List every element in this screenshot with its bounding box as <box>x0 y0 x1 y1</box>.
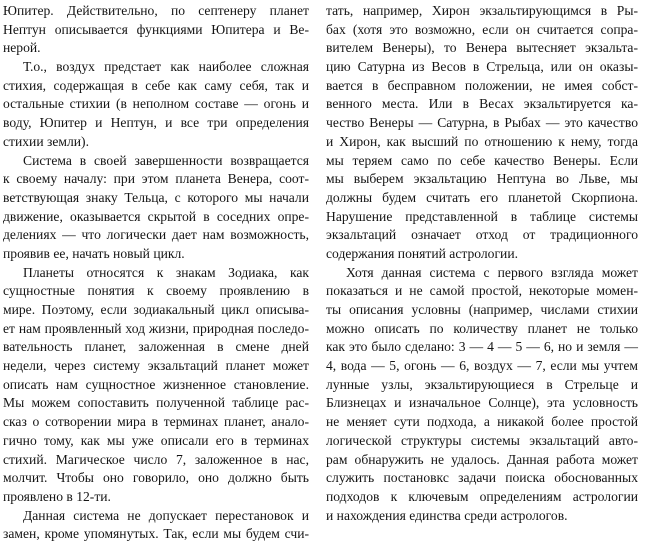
text-line: делениях — что логически дает нам возможность, <box>3 227 309 243</box>
text-line: Близнецах и изначальное Солнце), эта условность <box>326 395 638 411</box>
text-line: бах (хотя это возможно, если он считается сопра- <box>326 21 638 37</box>
text-line: к своему началу: при этом планета Венера, соот- <box>3 171 309 187</box>
text-line: сущностные понятия к своему проявлению в <box>3 283 309 299</box>
text-line: подходов к ключевым определениям астрологии <box>326 488 638 504</box>
text-line: сказ о сотворении мира в терминах планет, анало- <box>3 414 309 430</box>
text-line: тать, например, Хирон экзальтирующимся в Ры- <box>326 3 638 18</box>
paragraph-first-line: Т.о., воздух предстает как наиболее сложная <box>23 59 309 75</box>
text-line: недели, через систему экзальтаций планет может <box>3 358 309 374</box>
text-line: лунные узлы, экзальтирующиеся в Стрельце и <box>326 376 638 392</box>
text-line: ты описания условны (например, числами стихии <box>326 302 638 317</box>
left-column <box>3 2 309 544</box>
paragraph-first-line: Хотя данная система с первого взгляда может <box>346 264 638 280</box>
text-line: проявив ее, начать новый цикл. <box>3 245 185 261</box>
text-line: ет нам проявленный ход жизни, природная последо- <box>3 320 309 336</box>
text-line: чество Венеры — Сатурна, в Рыбах — это качество <box>326 115 638 131</box>
text-line: мире. Поэтому, если зодиакальный цикл описыва- <box>3 302 309 317</box>
text-line: мы теряем само по себе качество Венеры. Если <box>326 152 638 168</box>
text-line: и нахождения единства среди астрологов. <box>326 507 568 523</box>
text-line: описать нам сущностное жизненное становление. <box>3 376 309 392</box>
text-line: не меняет сути подхода, а никакой более простой <box>326 414 638 430</box>
text-line: логической структуры системы экзальтаций авто- <box>326 432 638 448</box>
text-line: Мы можем сопоставить полученной таблице рас- <box>3 395 309 411</box>
text-line: цию Сатурна из Весов в Стрельца, или он оказы- <box>326 59 638 75</box>
paragraph-first-line: Планеты относятся к знакам Зодиака, как <box>23 264 309 280</box>
text-line: ветствующая знаку Тельца, с которого мы начали <box>3 189 309 205</box>
text-line: и Хирон, как высший по отношению к нему, тогда <box>326 133 638 149</box>
text-line: остальные стихии (в неполном составе — огонь и <box>3 96 309 112</box>
text-line: вательность планет, заложенная в смене дней <box>3 339 309 355</box>
text-line: Юпитер. Действительно, по септенеру планет <box>3 3 309 18</box>
text-line: мы выберем экзальтацию Нептуна во Льве, мы <box>326 171 638 187</box>
text-line: проявлено в 12-ти. <box>3 488 111 504</box>
text-line: экзальтаций означает отход от традиционного <box>326 227 638 243</box>
text-line: как это было сделано: 3 — 4 — 5 — 6, но и земля — <box>326 339 638 355</box>
text-line: молчит. Чтобы оно говорило, оно должно быть <box>3 470 309 486</box>
text-line: показаться и не самой простой, некоторые момен- <box>326 283 638 299</box>
right-column <box>326 2 638 525</box>
text-line: венного места. Или в Весах экзальтируется ка- <box>326 96 638 112</box>
paragraph-first-line: Данная система не допускает перестановок и <box>23 507 309 523</box>
text-line: вителем Венеры), то Венера вытесняет экзальта- <box>326 40 638 56</box>
text-line: стихия, содержащая в себе как саму себя, так и <box>3 77 309 93</box>
text-line: Нарушение представленной в таблице системы <box>326 208 638 224</box>
text-line: замен, кроме упомянутых. Так, если мы будем счи- <box>3 526 309 542</box>
text-line: можно описать по количеству планет не только <box>326 320 638 336</box>
paragraph-first-line: Система в своей завершенности возвращается <box>23 152 309 168</box>
text-line: служить постановкс задачи поиска обоснованных <box>326 470 638 486</box>
text-line: нерой. <box>3 40 41 56</box>
text-line: вается в бесправном положении, не имея собст- <box>326 77 638 93</box>
text-line: движение, оказывается скрытой в соседних опре- <box>3 208 309 224</box>
text-line: гично тому, как мы уже описали его в терминах <box>3 432 309 448</box>
text-line: стихии земли). <box>3 133 89 149</box>
text-line: Нептун описывается функциями Юпитера и Ве- <box>3 21 309 37</box>
text-line: стихий. Магическое число 7, заложенное в нас, <box>3 451 309 467</box>
text-line: 4, вода — 5, огонь — 6, воздух — 7, если мы учтем <box>326 358 638 374</box>
text-line: должны будем считать его планетой Скорпиона. <box>326 189 638 205</box>
text-line: рам обнаружить не удалось. Данная работа может <box>326 451 638 467</box>
text-line: воду, Юпитер и Нептун, и все три определения <box>3 115 309 131</box>
text-line: содержания понятий астрологии. <box>326 245 518 261</box>
